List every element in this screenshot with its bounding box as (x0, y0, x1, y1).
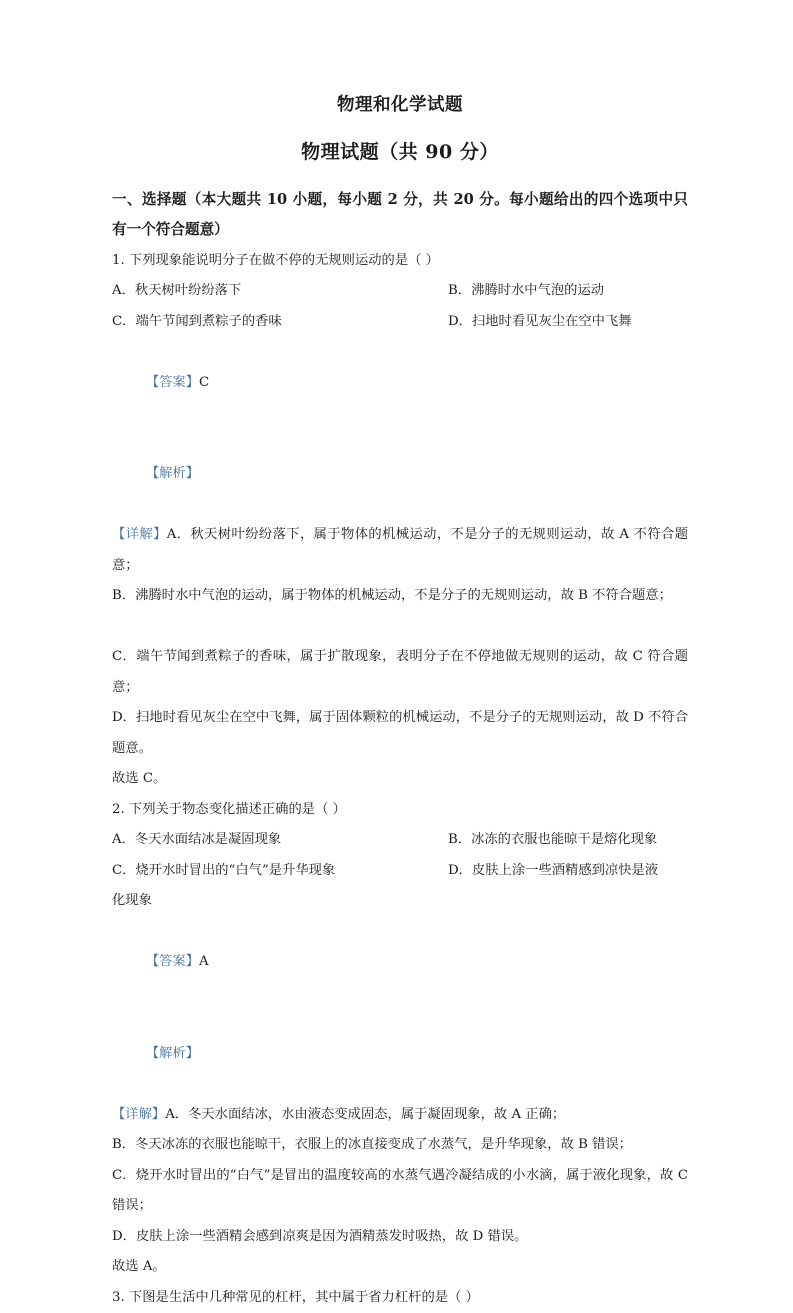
option-text: 皮肤上涂一些酒精感到凉快是液 (471, 862, 659, 878)
option-b (448, 825, 688, 856)
detail-line: C．端午节闻到煮粽子的香味，属于扩散现象，表明分子在不停地做无规则的运动，故 C 符合题意； (112, 649, 688, 695)
conclusion-line: 故选 C。 (112, 771, 167, 787)
option-a (112, 276, 448, 307)
detail-text: A．冬天水面结冰，水由液态变成固态，属于凝固现象，故 A 正确； (165, 1106, 566, 1122)
option-c (112, 307, 448, 338)
option-text: 冰冻的衣服也能晾干是熔化现象 (471, 832, 658, 848)
document-title: 物理和化学试题 (337, 95, 463, 115)
analysis-tag: 【解析】 (145, 466, 200, 482)
question-block-2 (112, 795, 688, 1283)
analysis-tag: 【解析】 (145, 1045, 200, 1061)
question-block-3 (112, 1283, 688, 1313)
option-row (112, 276, 688, 307)
detail-line: D．皮肤上涂一些酒精会感到凉爽是因为酒精蒸发时吸热，故 D 错误。 (112, 1228, 528, 1244)
option-row (112, 825, 688, 856)
option-text: 端午节闻到煮粽子的香味 (135, 313, 282, 329)
question-stem (112, 795, 688, 826)
option-row (112, 307, 688, 338)
detail-line: C．烧开水时冒出的“白气”是冒出的温度较高的水蒸气遇冷凝结成的小水滴，属于液化现象，故 C 错误； (112, 1167, 688, 1214)
question-text: 下列关于物态变化描述正确的是（ ） (128, 801, 346, 817)
option-key: B． (448, 832, 472, 848)
question-stem (112, 246, 688, 277)
option-a (112, 825, 448, 856)
detail-tag: 【详解】 (112, 527, 167, 543)
question-number: 1. (112, 252, 125, 268)
answer-line (112, 337, 688, 429)
option-text: 秋天树叶纷纷落下 (134, 283, 242, 299)
detail-line (112, 1100, 688, 1131)
option-d (448, 307, 688, 338)
question-number: 3. (112, 1289, 125, 1305)
option-text: 沸腾时水中气泡的运动 (471, 283, 605, 299)
analysis-line (112, 1008, 688, 1100)
detail-line (112, 520, 688, 581)
question-number: 2. (112, 801, 125, 817)
document-content (112, 0, 688, 1313)
option-row (112, 856, 688, 887)
answer-tag: 【答案】 (145, 374, 200, 390)
option-key: A． (112, 283, 135, 299)
question-stem (112, 1283, 688, 1313)
option-b (448, 276, 688, 307)
answer-tag: 【答案】 (145, 954, 200, 970)
conclusion-line: 故选 A。 (112, 1259, 166, 1275)
question-text: 下图是生活中几种常见的杠杆，其中属于省力杠杆的是（ ） (128, 1289, 479, 1305)
detail-text: A．秋天树叶纷纷落下，属于物体的机械运动，不是分子的无规则运动，故 A 不符合题意； (112, 527, 688, 573)
detail-line: B．沸腾时水中气泡的运动，属于物体的机械运动，不是分子的无规则运动，故 B 不符合题意； (112, 588, 672, 604)
answer-line (112, 917, 688, 1009)
answer-value: A (199, 954, 209, 970)
option-text: 冬天水面结冰是凝固现象 (134, 832, 282, 848)
option-key: D． (448, 862, 472, 878)
answer-value: C (199, 374, 210, 390)
document-subtitle: 物理试题（共 90 分） (301, 141, 499, 164)
option-key: A． (112, 832, 135, 848)
question-text: 下列现象能说明分子在做不停的无规则运动的是（ ） (128, 252, 439, 268)
option-c (112, 856, 448, 887)
option-text: 烧开水时冒出的“白气”是升华现象 (135, 862, 336, 878)
detail-line: D．扫地时看见灰尘在空中飞舞，属于固体颗粒的机械运动，不是分子的无规则运动，故 D 不符合题意。 (112, 710, 688, 756)
option-text: 扫地时看见灰尘在空中飞舞 (471, 313, 632, 329)
spacer-line (112, 612, 688, 643)
question-block-1 (112, 246, 688, 795)
option-d-wrap: 化现象 (112, 893, 152, 909)
detail-tag: 【详解】 (112, 1106, 166, 1122)
detail-line: B．冬天冰冻的衣服也能晾干，衣服上的冰直接变成了水蒸气，是升华现象，故 B 错误； (112, 1137, 632, 1153)
section-heading: 一、选择题（本大题共 10 小题，每小题 2 分，共 20 分。每小题给出的四个选项中只有一个符合题意） (112, 190, 688, 239)
option-key: C． (112, 313, 136, 329)
option-d (448, 856, 688, 887)
option-key: C． (112, 862, 136, 878)
option-key: B． (448, 283, 472, 299)
analysis-line (112, 429, 688, 521)
option-key: D． (448, 313, 472, 329)
